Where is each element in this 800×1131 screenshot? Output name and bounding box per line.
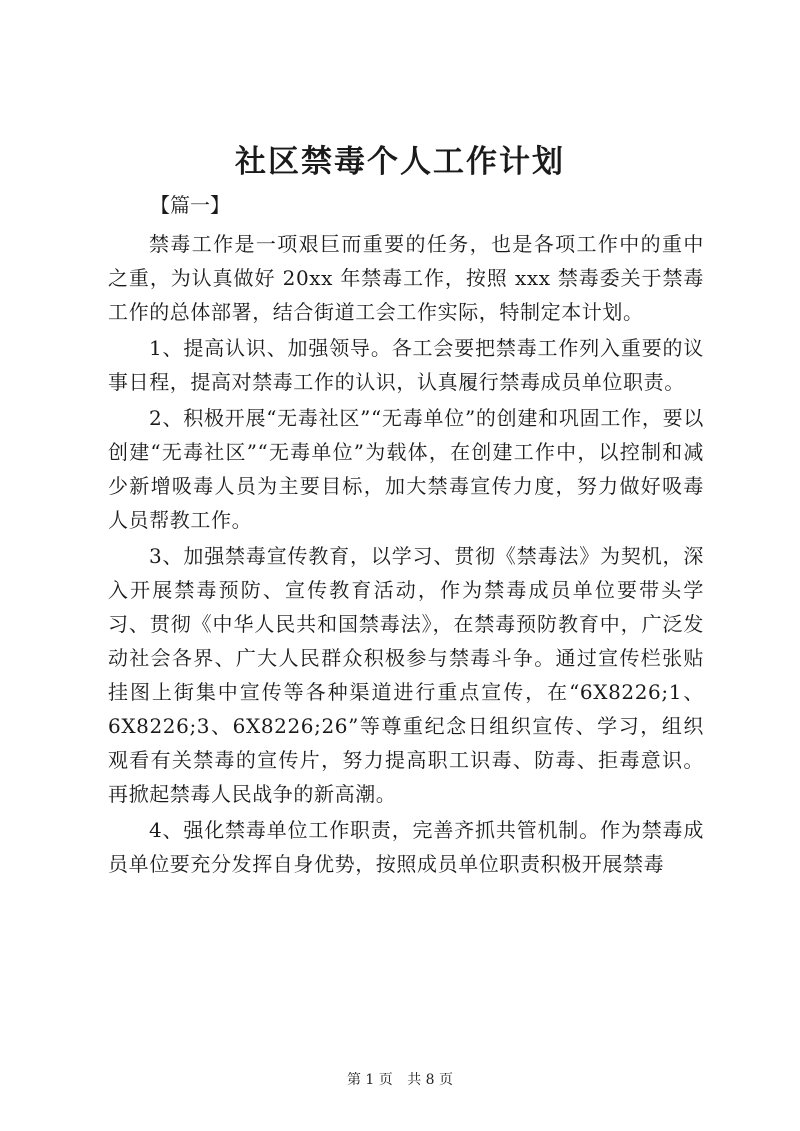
- paragraph-intro: 禁毒工作是一项艰巨而重要的任务，也是各项工作中的重中之重，为认真做好 20xx 年禁毒工作，按照 xxx 禁毒委关于禁毒工作的总体部署，结合街道工会工作实际，特制定本计划。: [108, 232, 704, 324]
- page-number: 第 1 页: [346, 1072, 393, 1088]
- document-title: 社区禁毒个人工作计划: [235, 144, 565, 180]
- document-body: [108, 227, 704, 881]
- page-total: 共 8 页: [407, 1072, 454, 1088]
- page-footer: [0, 1070, 800, 1090]
- section-label: 【篇一】: [150, 193, 230, 217]
- paragraph-item-2: 2、积极开展“无毒社区”“无毒单位”的创建和巩固工作，要以创建“无毒社区”“无毒单位”为载体，在创建工作中，以控制和减少新增吸毒人员为主要目标，加大禁毒宣传力度，努力做好吸毒人员帮教工作。: [108, 406, 704, 532]
- paragraph-item-1: 1、提高认识、加强领导。各工会要把禁毒工作列入重要的议事日程，提高对禁毒工作的认识，认真履行禁毒成员单位职责。: [108, 336, 704, 394]
- paragraph-item-4: 4、强化禁毒单位工作职责，完善齐抓共管机制。作为禁毒成员单位要充分发挥自身优势，按照成员单位职责积极开展禁毒: [108, 818, 704, 876]
- paragraph-item-3: 3、加强禁毒宣传教育，以学习、贯彻《禁毒法》为契机，深入开展禁毒预防、宣传教育活动，作为禁毒成员单位要带头学习、贯彻《中华人民共和国禁毒法》，在禁毒预防教育中，广泛发动社会各界、广大人民群众积极参与禁毒斗争。通过宣传栏张贴挂图上街集中宣传等各种渠道进行重点宣传，在“6X8226;1、6X8226;3、6X8226;26”等尊重纪念日组织宣传、学习，组织观看有关禁毒的宣传片，努力提高职工识毒、防毒、拒毒意识。再掀起禁毒人民战争的新高潮。: [108, 544, 704, 806]
